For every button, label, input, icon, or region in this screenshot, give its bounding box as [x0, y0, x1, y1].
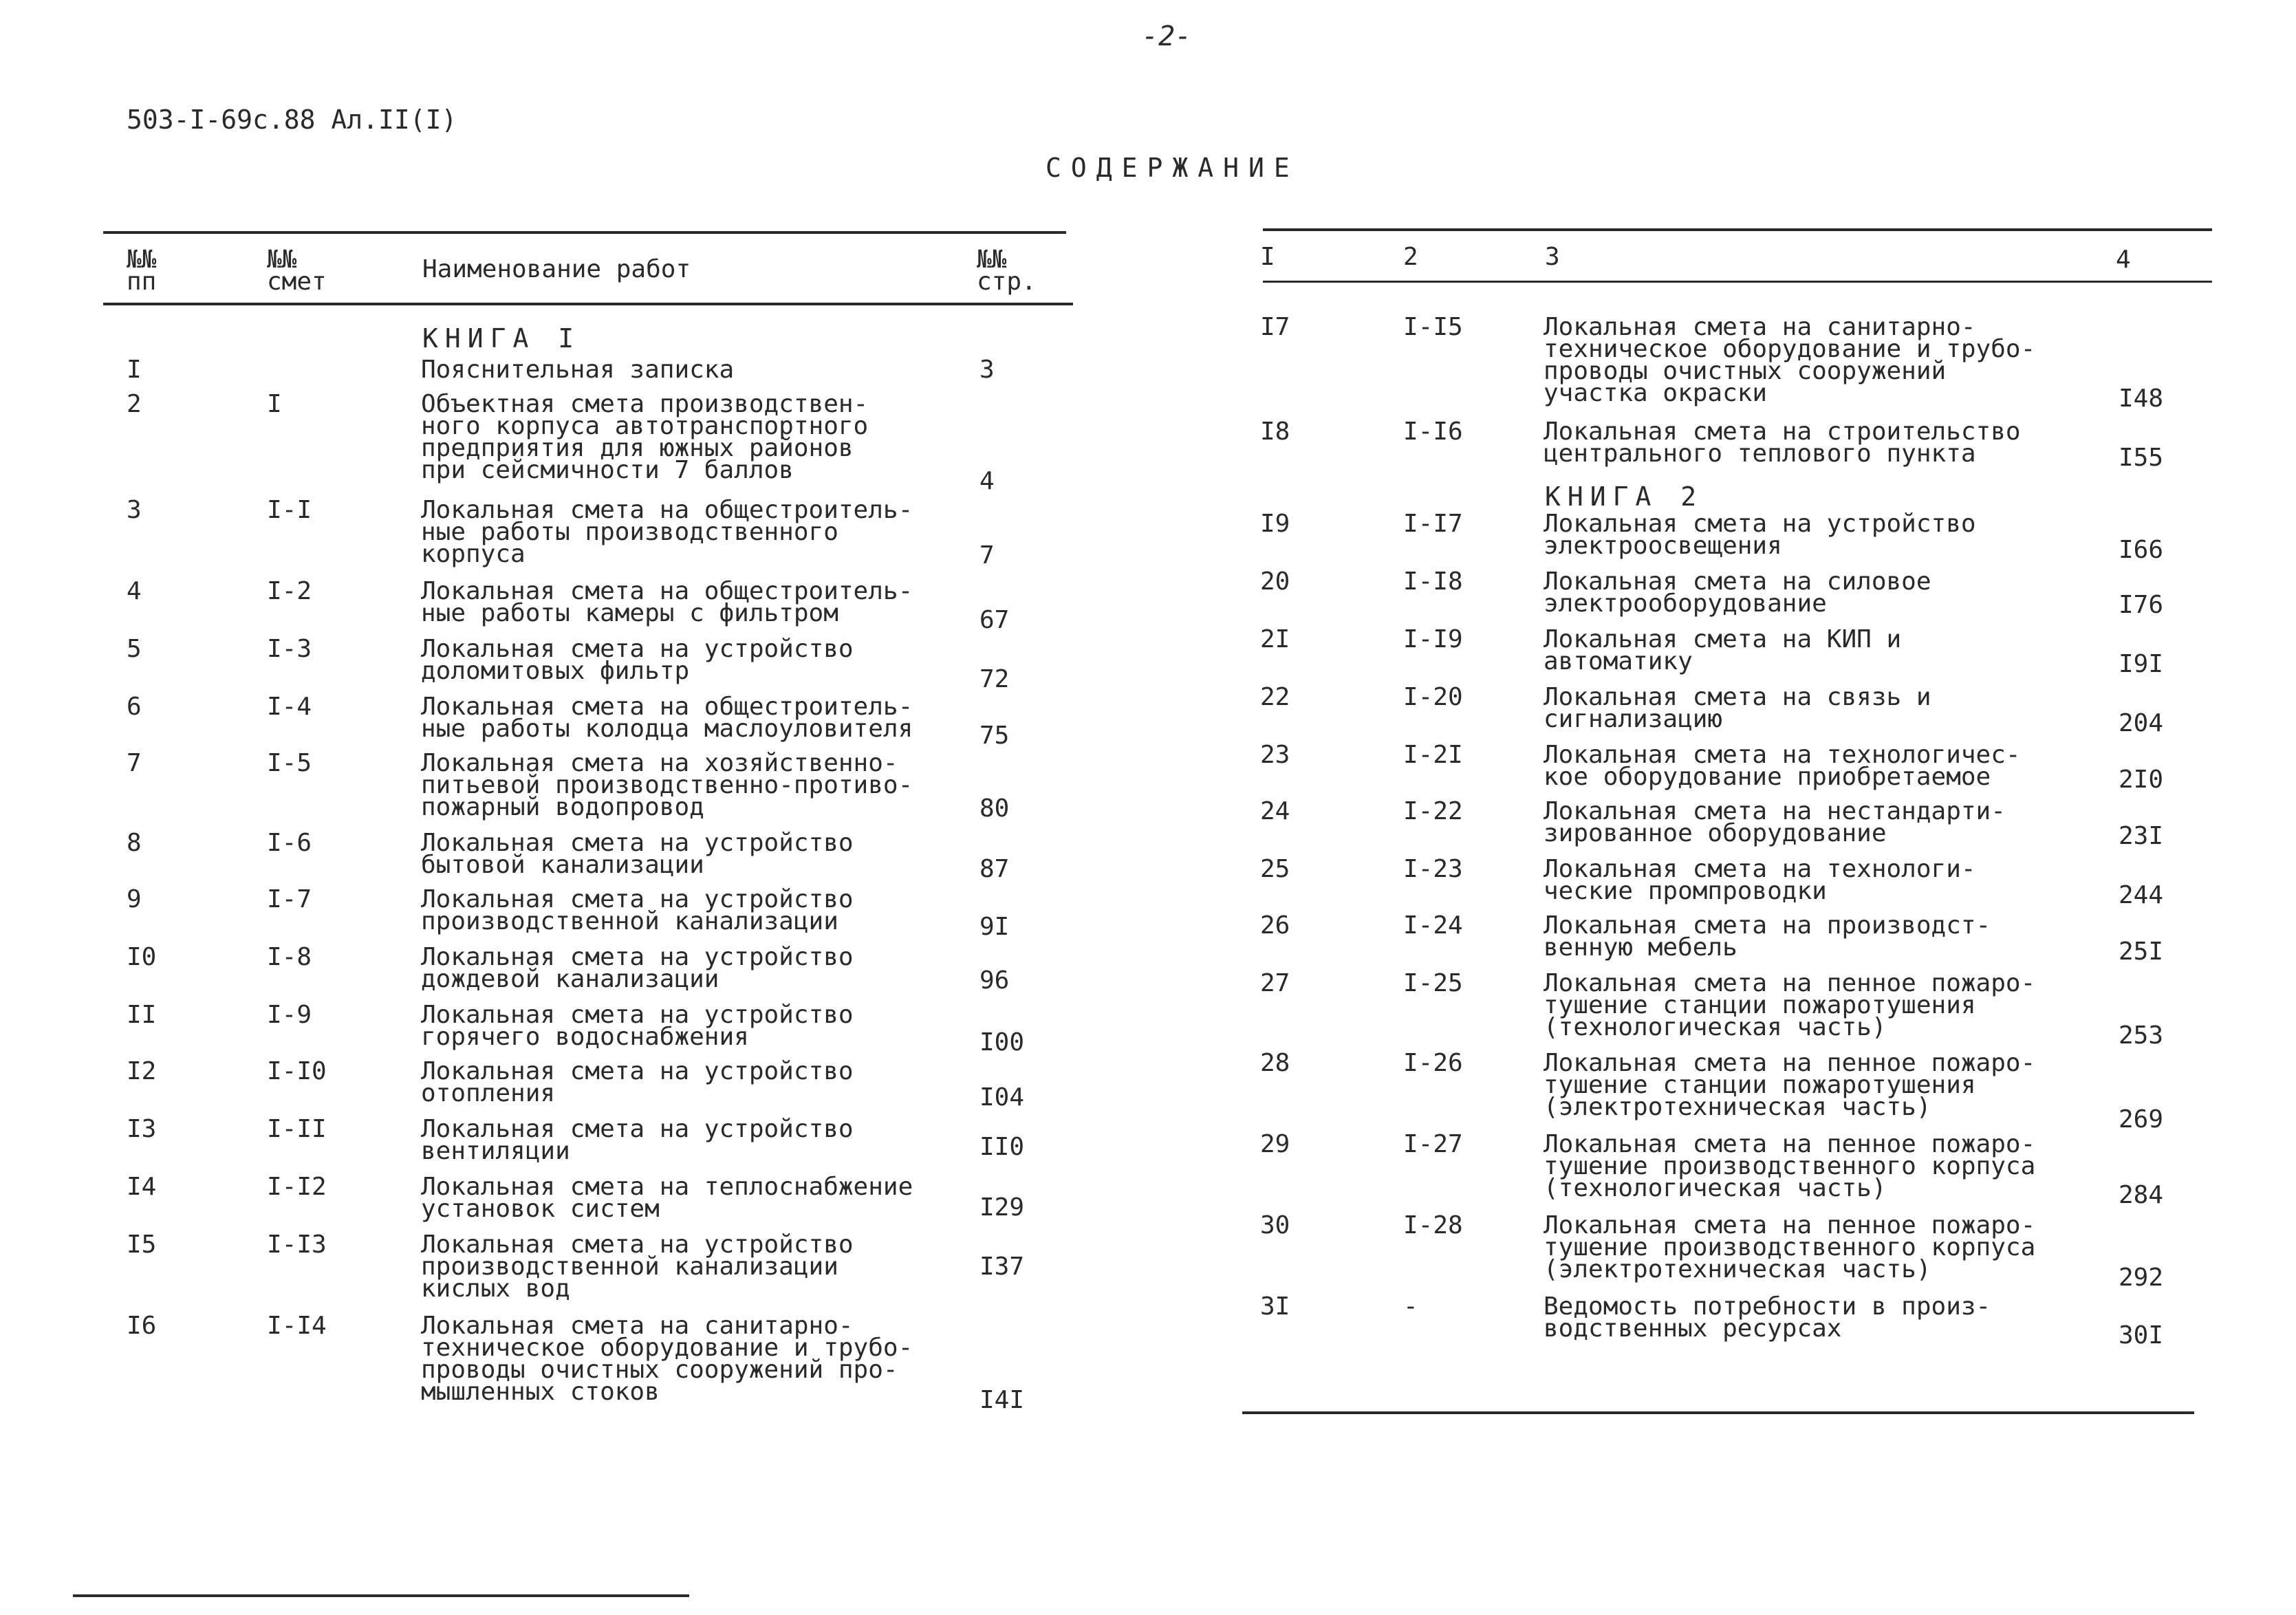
- row-page-number: 96: [979, 966, 1010, 995]
- row-page-number: I00: [979, 1028, 1025, 1056]
- row-smeta-number: I-7: [267, 885, 312, 913]
- right-table-top-rule: [1263, 228, 2212, 231]
- row-number: I2: [127, 1057, 157, 1085]
- row-work-name: Локальная смета на теплоснабжение установок систем: [421, 1173, 913, 1223]
- right-header-col1: I: [1260, 243, 1275, 271]
- left-header-smeta: №№ смет: [267, 246, 327, 296]
- row-number: 29: [1260, 1130, 1290, 1158]
- row-page-number: 87: [979, 855, 1010, 883]
- page-title: СОДЕРЖАНИЕ: [1046, 153, 1299, 183]
- row-work-name: Локальная смета на устройство доломитовых фильтр: [421, 635, 854, 685]
- row-page-number: 269: [2119, 1105, 2164, 1134]
- row-smeta-number: I-I: [267, 496, 312, 524]
- row-number: 30: [1260, 1211, 1290, 1239]
- row-smeta-number: I-20: [1403, 683, 1463, 711]
- row-smeta-number: I: [267, 390, 282, 418]
- row-work-name: Локальная смета на устройство горячего водоснабжения: [421, 1001, 854, 1051]
- row-smeta-number: I-25: [1403, 969, 1463, 997]
- row-work-name: Локальная смета на технологи- ческие промпроводки: [1544, 855, 1976, 905]
- row-smeta-number: I-8: [267, 943, 312, 971]
- row-smeta-number: I-27: [1403, 1130, 1463, 1158]
- row-page-number: 72: [979, 665, 1010, 693]
- row-page-number: 292: [2119, 1264, 2164, 1292]
- row-smeta-number: I-I6: [1403, 418, 1463, 446]
- row-smeta-number: I-I3: [267, 1231, 327, 1259]
- row-number: 28: [1260, 1049, 1290, 1077]
- row-work-name: Локальная смета на устройство дождевой канализации: [421, 943, 854, 993]
- row-work-name: Локальная смета на устройство производственной канализации кислых вод: [421, 1231, 854, 1303]
- row-number: I0: [127, 943, 157, 971]
- row-smeta-number: I-3: [267, 635, 312, 663]
- row-number: 2I: [1260, 625, 1290, 653]
- row-page-number: 7: [979, 541, 995, 570]
- row-page-number: 284: [2119, 1181, 2164, 1209]
- row-page-number: 9I: [979, 913, 1010, 941]
- row-number: 27: [1260, 969, 1290, 997]
- row-work-name: Локальная смета на устройство электроосвещения: [1544, 510, 1976, 560]
- row-number: 25: [1260, 855, 1290, 883]
- row-work-name: Локальная смета на нестандарти- зированное оборудование: [1544, 797, 2006, 847]
- row-smeta-number: I-28: [1403, 1211, 1463, 1239]
- row-page-number: 75: [979, 722, 1010, 750]
- book-2-heading: КНИГА 2: [1545, 481, 1704, 512]
- row-smeta-number: I-II: [267, 1115, 327, 1143]
- row-page-number: I04: [979, 1083, 1025, 1112]
- left-header-name: Наименование работ: [422, 255, 691, 283]
- page-number: -2-: [1142, 21, 1192, 52]
- right-header-col3: 3: [1545, 243, 1560, 271]
- row-page-number: I29: [979, 1193, 1025, 1222]
- row-smeta-number: I-I8: [1403, 567, 1463, 596]
- row-work-name: Локальная смета на производст- венную мебель: [1544, 911, 1991, 962]
- row-number: I: [127, 356, 142, 384]
- row-work-name: Пояснительная записка: [421, 356, 735, 384]
- row-page-number: I55: [2119, 444, 2164, 472]
- row-number: I9: [1260, 510, 1290, 538]
- row-number: 22: [1260, 683, 1290, 711]
- row-work-name: Локальная смета на общестроитель- ные работы колодца маслоуловителя: [421, 693, 913, 743]
- row-page-number: I76: [2119, 591, 2164, 619]
- row-number: II: [127, 1001, 157, 1029]
- footer-rule: [73, 1594, 689, 1597]
- row-work-name: Локальная смета на устройство отопления: [421, 1057, 854, 1107]
- row-page-number: I66: [2119, 536, 2164, 564]
- row-smeta-number: I-6: [267, 829, 312, 857]
- row-number: 5: [127, 635, 142, 663]
- row-page-number: 67: [979, 606, 1010, 634]
- row-work-name: Локальная смета на пенное пожаро- тушение станции пожаротушения (технологическая часть): [1544, 969, 2036, 1041]
- row-work-name: Локальная смета на санитарно- техническое оборудование и трубо- проводы очистных сооружений про- мышленных стоков: [421, 1312, 913, 1406]
- row-page-number: 3: [979, 356, 995, 384]
- row-work-name: Локальная смета на пенное пожаро- тушение производственного корпуса (технологическая часть): [1544, 1130, 2036, 1202]
- row-work-name: Локальная смета на устройство производственной канализации: [421, 885, 854, 935]
- row-smeta-number: I-I0: [267, 1057, 327, 1085]
- row-number: I8: [1260, 418, 1290, 446]
- row-page-number: 80: [979, 794, 1010, 823]
- left-header-page: №№ стр.: [977, 246, 1037, 296]
- row-work-name: Локальная смета на технологичес- кое оборудование приобретаемое: [1544, 741, 2021, 791]
- row-work-name: Локальная смета на устройство бытовой канализации: [421, 829, 854, 879]
- row-number: 23: [1260, 741, 1290, 769]
- row-work-name: Локальная смета на пенное пожаро- тушение станции пожаротушения (электротехническая часть): [1544, 1049, 2036, 1121]
- right-table-bottom-rule: [1242, 1411, 2194, 1414]
- row-smeta-number: I-I5: [1403, 313, 1463, 341]
- row-page-number: I4I: [979, 1386, 1025, 1414]
- row-page-number: 253: [2119, 1021, 2164, 1050]
- row-page-number: I48: [2119, 384, 2164, 413]
- row-smeta-number: I-26: [1403, 1049, 1463, 1077]
- row-page-number: 204: [2119, 709, 2164, 737]
- row-page-number: 30I: [2119, 1321, 2164, 1350]
- row-work-name: Локальная смета на устройство вентиляции: [421, 1115, 854, 1165]
- row-page-number: II0: [979, 1133, 1025, 1161]
- row-smeta-number: I-I7: [1403, 510, 1463, 538]
- row-number: I3: [127, 1115, 157, 1143]
- row-number: 26: [1260, 911, 1290, 940]
- row-work-name: Локальная смета на санитарно- техническое оборудование и трубо- проводы очистных сооружений участка окраски: [1544, 313, 2036, 407]
- right-header-col4: 4: [2116, 246, 2131, 274]
- row-work-name: Локальная смета на общестроитель- ные работы производственного корпуса: [421, 496, 913, 568]
- row-number: 20: [1260, 567, 1290, 596]
- row-smeta-number: I-I9: [1403, 625, 1463, 653]
- row-work-name: Локальная смета на хозяйственно- питьевой производственно-противо- пожарный водопровод: [421, 749, 913, 821]
- row-number: 4: [127, 577, 142, 605]
- right-table-header-rule: [1263, 281, 2212, 283]
- book-1-heading: КНИГА I: [422, 323, 581, 354]
- left-header-num: №№ пп: [127, 246, 157, 296]
- row-work-name: Локальная смета на КИП и автоматику: [1544, 625, 1902, 675]
- row-smeta-number: I-5: [267, 749, 312, 777]
- row-number: 3I: [1260, 1292, 1290, 1321]
- row-smeta-number: I-23: [1403, 855, 1463, 883]
- row-work-name: Ведомость потребности в произ- водственных ресурсах: [1544, 1292, 1991, 1343]
- row-page-number: I37: [979, 1253, 1025, 1281]
- row-smeta-number: I-24: [1403, 911, 1463, 940]
- row-number: I4: [127, 1173, 157, 1201]
- row-page-number: 23I: [2119, 822, 2164, 850]
- row-smeta-number: I-I2: [267, 1173, 327, 1201]
- row-work-name: Локальная смета на силовое электрооборудование: [1544, 567, 1931, 618]
- row-page-number: 4: [979, 467, 995, 495]
- row-number: 2: [127, 390, 142, 418]
- row-smeta-number: I-22: [1403, 797, 1463, 825]
- row-smeta-number: I-I4: [267, 1312, 327, 1340]
- row-page-number: 25I: [2119, 937, 2164, 966]
- row-number: I5: [127, 1231, 157, 1259]
- row-number: 9: [127, 885, 142, 913]
- row-smeta-number: I-2I: [1403, 741, 1463, 769]
- row-page-number: 244: [2119, 881, 2164, 909]
- left-table-top-rule: [103, 231, 1066, 234]
- row-page-number: 2I0: [2119, 766, 2164, 794]
- row-number: 8: [127, 829, 142, 857]
- row-work-name: Локальная смета на связь и сигнализацию: [1544, 683, 1931, 733]
- right-header-col2: 2: [1403, 243, 1418, 271]
- row-smeta-number: -: [1403, 1292, 1418, 1321]
- row-work-name: Локальная смета на строительство центрального теплового пункта: [1544, 418, 2021, 468]
- row-number: 6: [127, 693, 142, 721]
- row-number: 3: [127, 496, 142, 524]
- row-number: I7: [1260, 313, 1290, 341]
- row-smeta-number: I-2: [267, 577, 312, 605]
- document-id: 503-I-69с.88 Ал.II(I): [127, 105, 457, 135]
- row-number: 7: [127, 749, 142, 777]
- row-page-number: I9I: [2119, 650, 2164, 678]
- row-work-name: Объектная смета производствен- ного корпуса автотранспортного предприятия для южных районов при сейсмичности 7 баллов: [421, 390, 869, 484]
- row-work-name: Локальная смета на пенное пожаро- тушение производственного корпуса (электротехническая часть): [1544, 1211, 2036, 1283]
- row-work-name: Локальная смета на общестроитель- ные работы камеры с фильтром: [421, 577, 913, 627]
- row-number: I6: [127, 1312, 157, 1340]
- row-smeta-number: I-4: [267, 693, 312, 721]
- row-smeta-number: I-9: [267, 1001, 312, 1029]
- left-table-header-rule: [103, 303, 1073, 305]
- row-number: 24: [1260, 797, 1290, 825]
